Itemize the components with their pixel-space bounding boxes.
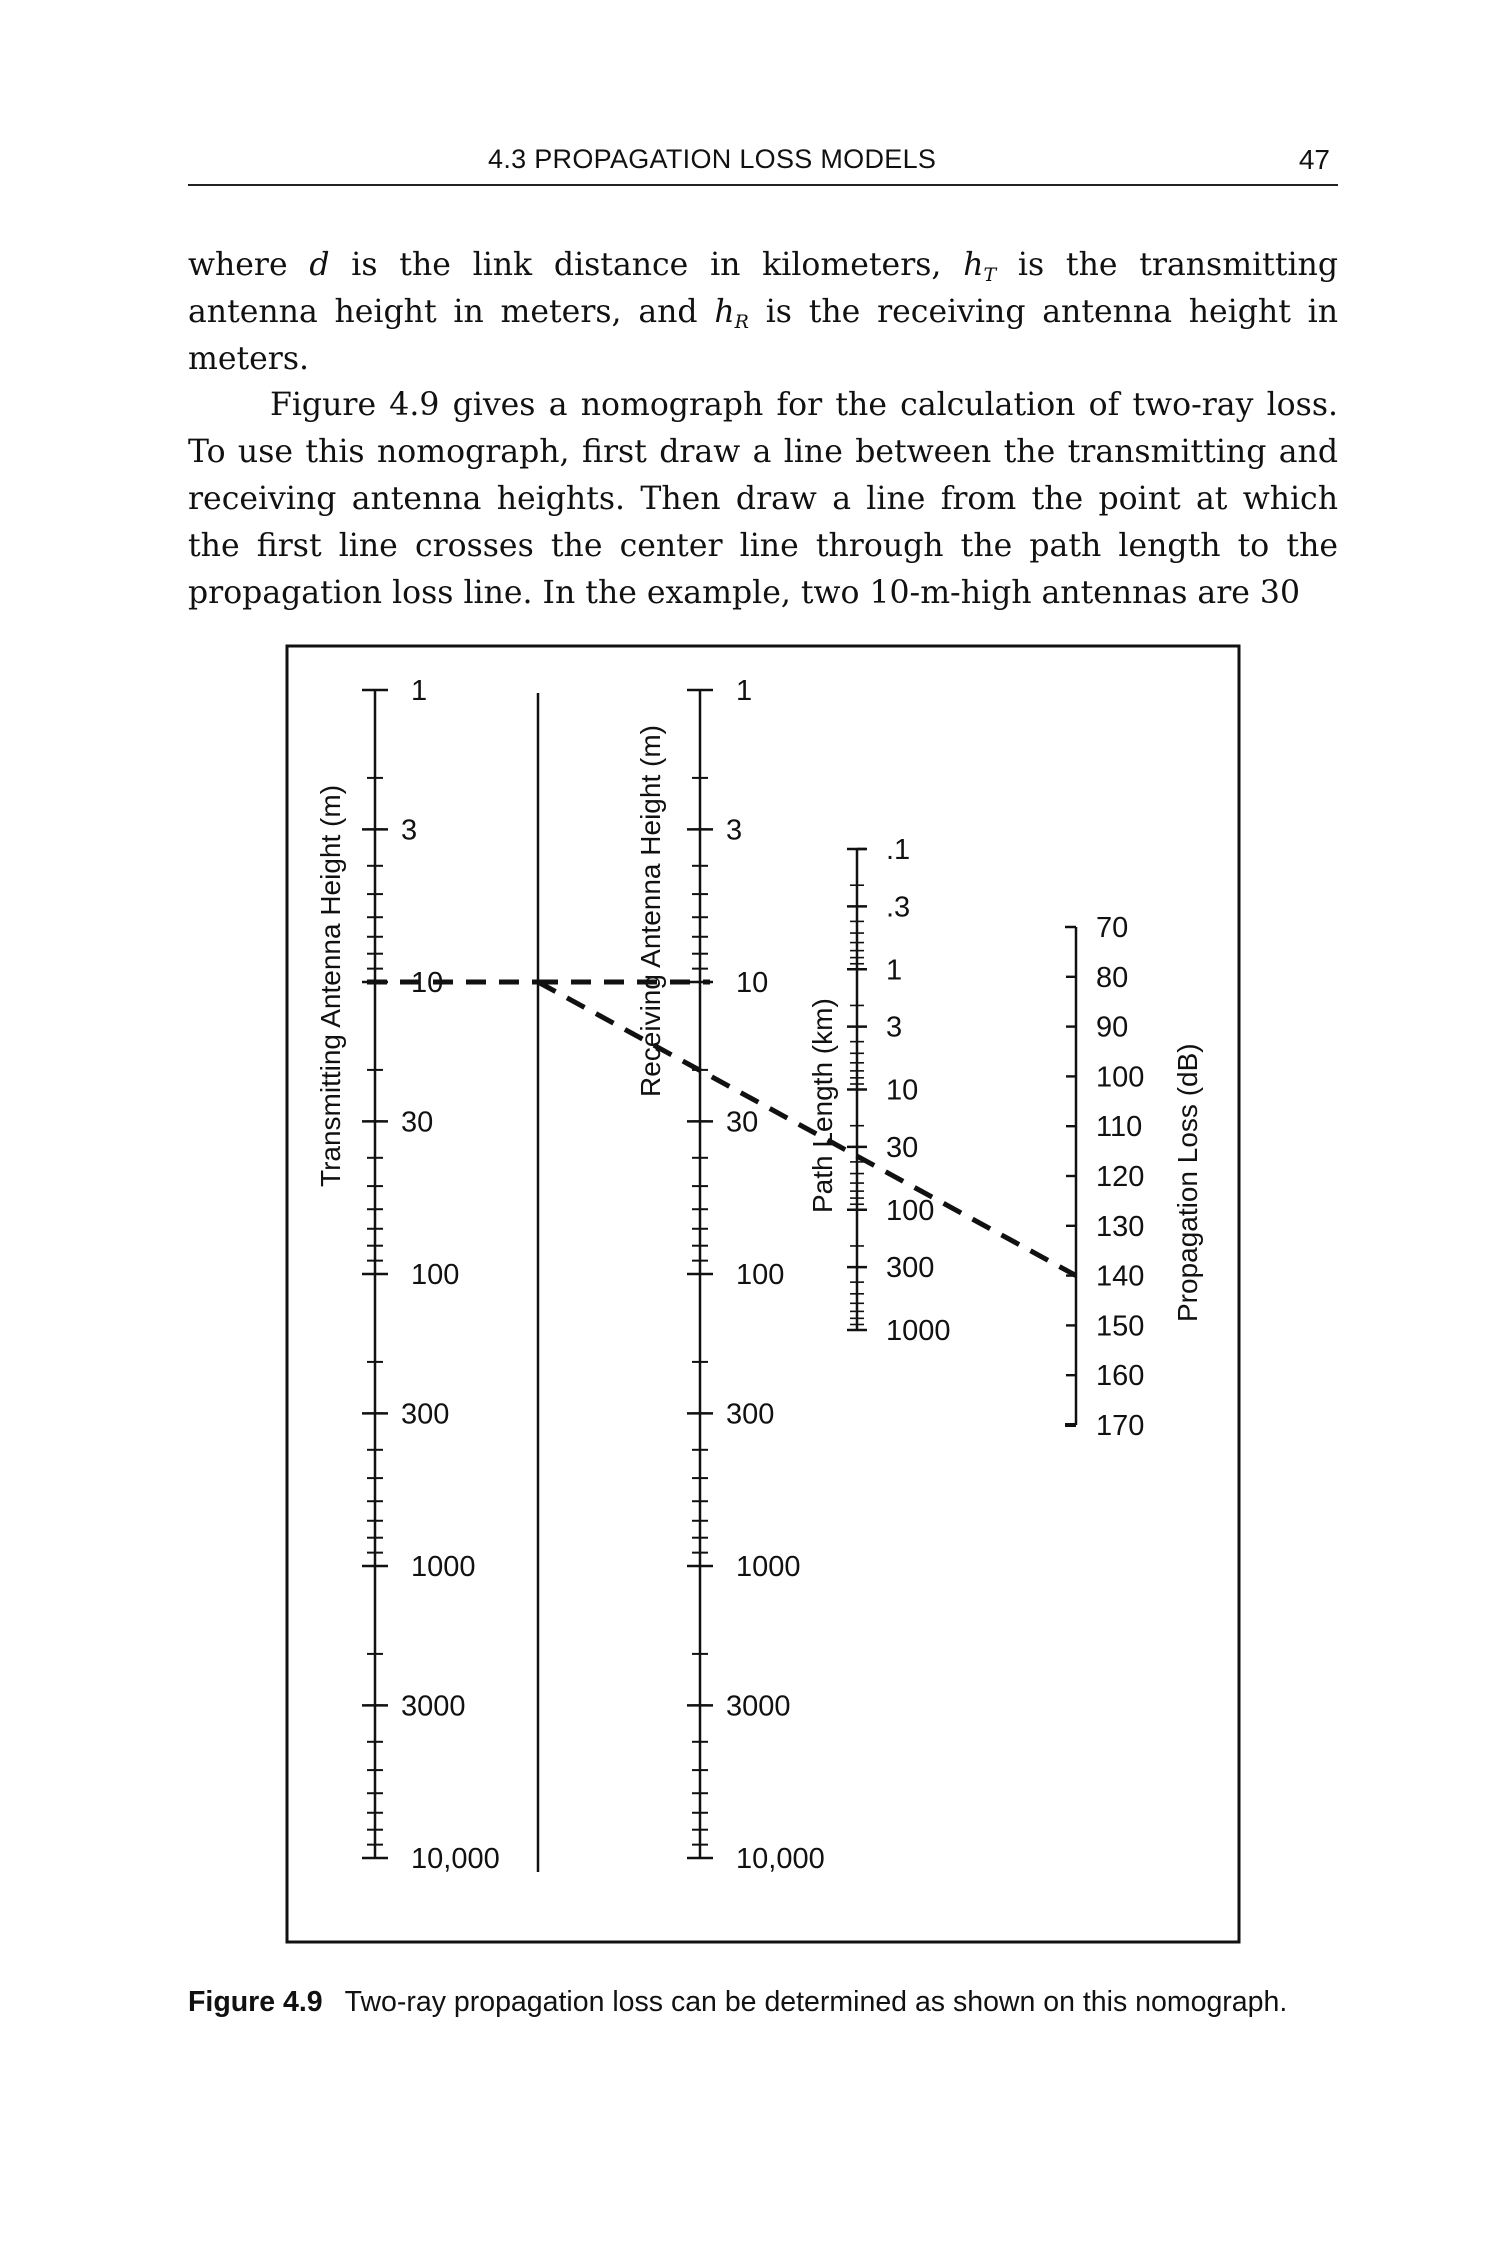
paragraph-2: Figure 4.9 gives a nomograph for the calculation of two-ray loss. To use this nomograph, first draw a line between the transmitting and receiving antenna heights. Then draw a line from the point at which the first line crosses the center line through the path length to the propagation loss line. In the example, two 10-m-high antennas are 30 (188, 387, 1338, 611)
tx-axis-title: Transmitting Antenna Height (m) (315, 784, 346, 1187)
path-tick-label: .1 (886, 834, 911, 866)
path-tick-label: 10 (886, 1074, 919, 1107)
loss-tick-label: 120 (1096, 1161, 1145, 1193)
tx-tick-label: 3000 (401, 1690, 466, 1723)
path-tick-label: .3 (886, 891, 911, 924)
example-solution-line (367, 982, 1076, 1276)
loss-tick-label: 90 (1096, 1011, 1129, 1044)
tx-tick-label: 100 (411, 1259, 460, 1291)
loss-axis-title: Propagation Loss (dB) (1172, 1043, 1203, 1322)
page-number: 47 (1298, 144, 1330, 175)
path-axis-title: Path Length (km) (807, 998, 838, 1213)
tx-tick-label: 1000 (411, 1551, 476, 1583)
tx-tick-label: 1 (411, 675, 428, 707)
path-tick-label: 1000 (886, 1315, 951, 1347)
loss-tick-label: 140 (1096, 1260, 1145, 1293)
loss-tick-label: 150 (1096, 1310, 1145, 1343)
rx-axis-title: Receiving Antenna Height (m) (635, 725, 666, 1097)
loss-tick-label: 130 (1096, 1210, 1145, 1243)
figure-frame (287, 646, 1239, 1942)
loss-tick-label: 70 (1096, 912, 1129, 944)
tx-tick-label: 30 (401, 1106, 434, 1139)
rx-tick-label: 3000 (726, 1690, 791, 1723)
rx-tick-label: 1000 (736, 1551, 801, 1583)
caption-label: Figure 4.9 (188, 1986, 323, 2018)
rx-tick-label: 300 (726, 1398, 775, 1431)
loss-tick-label: 110 (1096, 1111, 1143, 1144)
tx-tick-label: 3 (401, 814, 418, 847)
loss-tick-label: 160 (1096, 1360, 1145, 1393)
running-head: 4.3 PROPAGATION LOSS MODELS (488, 144, 937, 174)
rx-tick-label: 10 (736, 967, 769, 999)
loss-tick-label: 170 (1096, 1410, 1145, 1442)
rx-tick-label: 1 (736, 675, 753, 707)
path-tick-label: 1 (886, 954, 903, 987)
path-tick-label: 100 (886, 1194, 935, 1227)
path-tick-label: 3 (886, 1011, 903, 1044)
path-tick-label: 30 (886, 1131, 919, 1164)
loss-tick-label: 80 (1096, 961, 1129, 994)
caption-text: Two-ray propagation loss can be determined as shown on this nomograph. (344, 1986, 1288, 2018)
rx-tick-label: 3 (726, 814, 743, 847)
rx-tick-label: 30 (726, 1106, 759, 1139)
tx-tick-label: 10,000 (411, 1843, 500, 1875)
nomograph-scales (362, 675, 1144, 1875)
figure-caption (188, 1982, 1338, 2022)
tx-tick-label: 300 (401, 1398, 450, 1431)
paragraph-1: where d is the link distance in kilometers, $h_T$ is the transmitting antenna height in meters, and $h_R$ is the receiving antenna height in meters. (188, 247, 1338, 377)
tx-tick-label: 10 (411, 967, 444, 999)
loss-tick-label: 100 (1096, 1061, 1145, 1094)
rx-tick-label: 10,000 (736, 1843, 825, 1875)
path-tick-label: 300 (886, 1252, 935, 1285)
rx-tick-label: 100 (736, 1259, 785, 1291)
